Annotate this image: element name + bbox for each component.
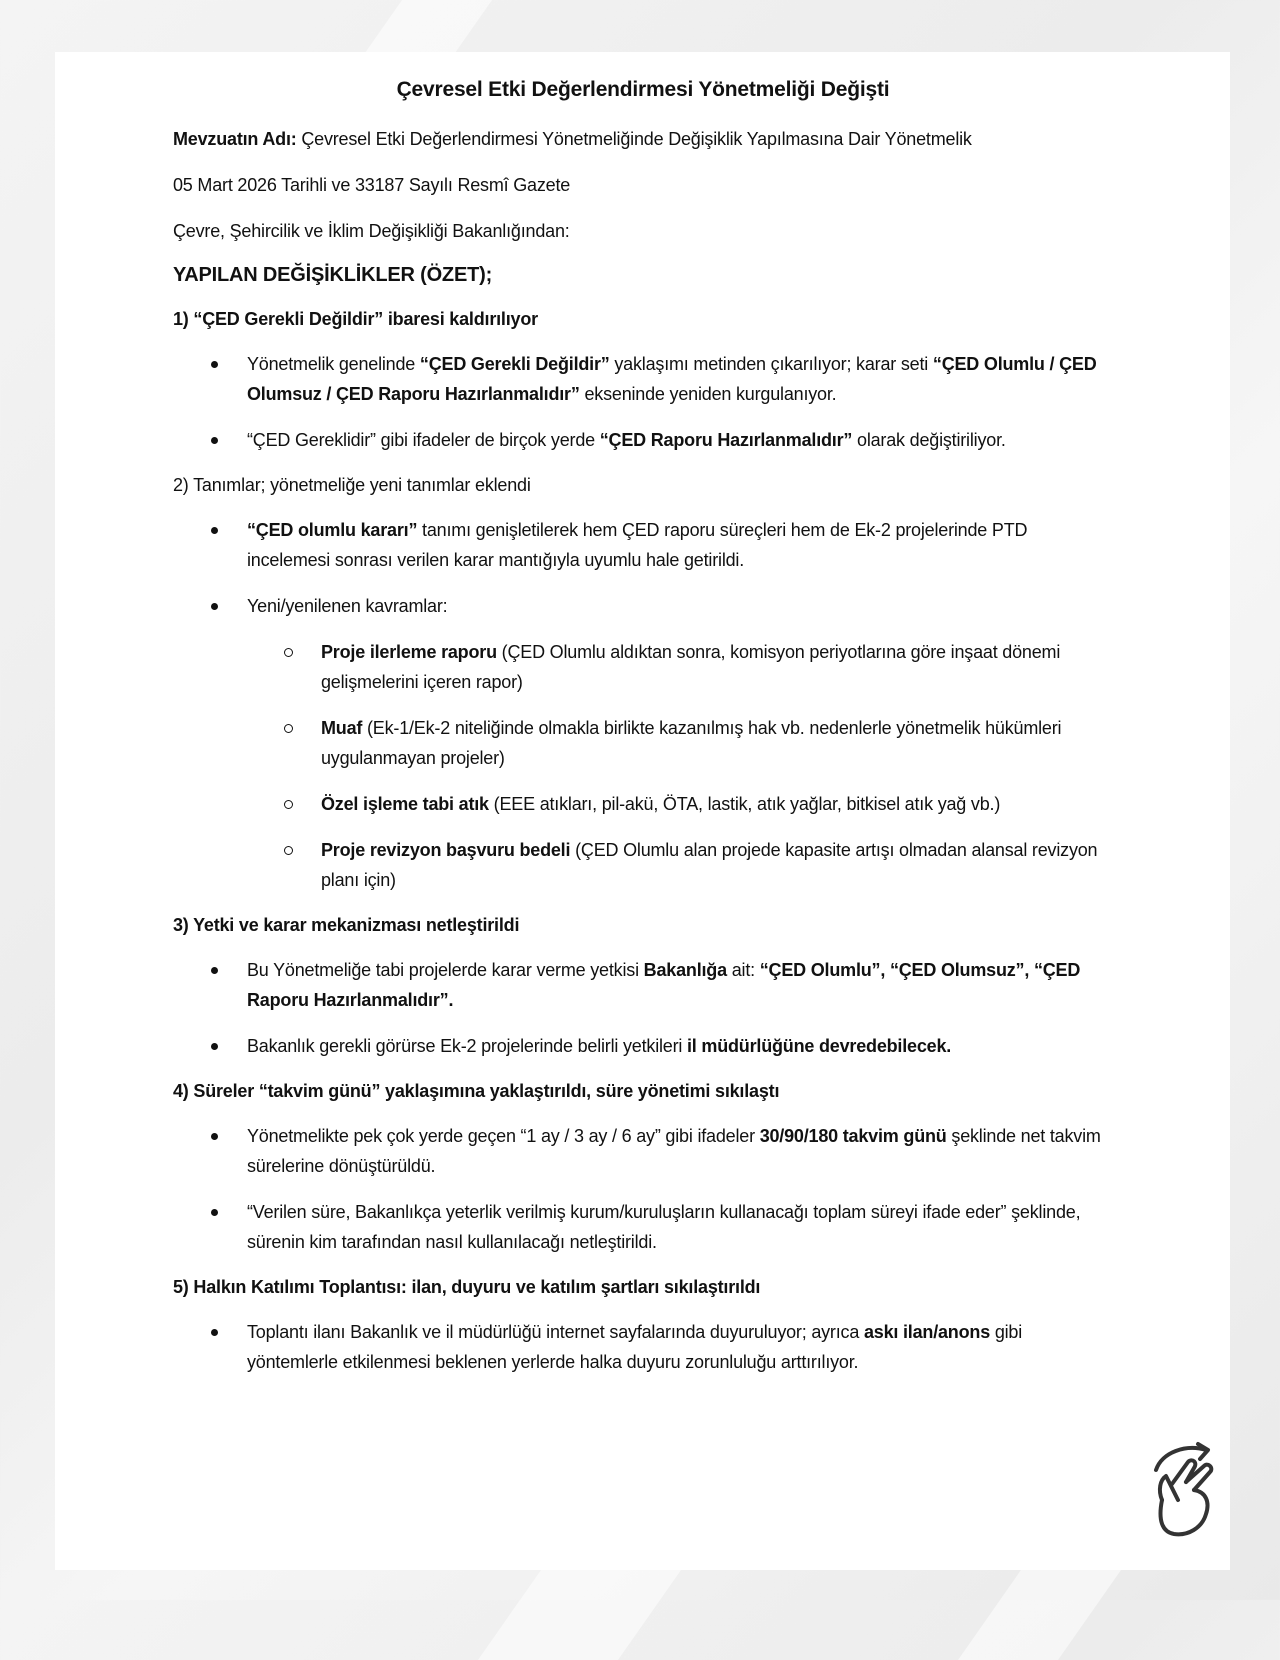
bold-text: 30/90/180 takvim günü: [759, 1126, 947, 1146]
bold-text: askı ilan/anons: [863, 1322, 991, 1342]
bullet-icon: [211, 603, 218, 610]
sections: [173, 305, 1113, 1377]
list-item: [173, 1317, 1113, 1377]
list-item: [173, 1031, 1113, 1061]
bullet-icon: [211, 527, 218, 534]
text: (ÇED Olumlu alan projede kapasite artışı olmadan alansal revizyon planı için): [321, 840, 1098, 890]
meta-line: [173, 124, 1113, 154]
sub-list-item: [247, 713, 1113, 773]
bullet-list: [173, 515, 1113, 895]
text: yaklaşımı metinden çıkarılıyor; karar seti: [609, 354, 933, 374]
text: tanımı genişletilerek hem ÇED raporu süreçleri hem de Ek-2 projelerinde PTD incelemesi sonrası verilen karar mantığıyla uyumlu hale getirildi.: [247, 520, 1028, 570]
text: (ÇED Olumlu aldıktan sonra, komisyon periyotlarına göre inşaat dönemi gelişmelerini içeren rapor): [321, 642, 1061, 692]
list-item: [173, 591, 1113, 895]
text: Yönetmelikte pek çok yerde geçen “1 ay / 3 ay / 6 ay” gibi ifadeler: [247, 1126, 760, 1146]
text: 05 Mart 2026 Tarihli ve 33187 Sayılı Resmî Gazete: [173, 175, 571, 195]
document-meta: [173, 124, 1113, 246]
bullet-icon: [211, 1043, 218, 1050]
bullet-list: [173, 1121, 1113, 1257]
sub-list-item: [247, 789, 1113, 819]
bullet-icon: [211, 1133, 218, 1140]
text: (Ek-1/Ek-2 niteliğinde olmakla birlikte kazanılmış hak vb. nedenlerle yönetmelik hükümleri uygulanmayan projeler): [321, 718, 1062, 768]
text: Yeni/yenilenen kavramlar:: [247, 596, 448, 616]
list-item: [173, 349, 1113, 409]
list-item: [173, 425, 1113, 455]
circle-bullet-icon: [284, 800, 293, 809]
text: gibi yöntemlerle etkilenmesi beklenen yerlerde halka duyuru zorunluluğu arttırılıyor.: [247, 1322, 1023, 1372]
list-item: [173, 1197, 1113, 1257]
bold-text: “ÇED Olumlu”, “ÇED Olumsuz”, “ÇED Raporu Hazırlanmalıdır”.: [247, 960, 1081, 1010]
bold-text: Muaf: [321, 718, 363, 738]
bullet-icon: [211, 437, 218, 444]
bold-text: “ÇED Gerekli Değildir”: [419, 354, 610, 374]
text: “ÇED Gereklidir” gibi ifadeler de birçok yerde: [247, 430, 600, 450]
section-heading: 3) Yetki ve karar mekanizması netleştirildi: [173, 915, 520, 935]
circle-bullet-icon: [284, 724, 293, 733]
section-heading: 4) Süreler “takvim günü” yaklaşımına yaklaştırıldı, süre yönetimi sıkılaştı: [173, 1081, 780, 1101]
bullet-icon: [211, 361, 218, 368]
section-heading: 5) Halkın Katılımı Toplantısı: ilan, duyuru ve katılım şartları sıkılaştırıldı: [173, 1277, 761, 1297]
document-page: [55, 52, 1230, 1570]
list-item: [173, 955, 1113, 1015]
bold-text: Mevzuatın Adı:: [173, 129, 297, 149]
document-content: [173, 78, 1113, 1393]
bullet-icon: [211, 967, 218, 974]
sub-list: [247, 637, 1113, 895]
text: ekseninde yeniden kurgulanıyor.: [579, 384, 837, 404]
text: Çevre, Şehircilik ve İklim Değişikliği Bakanlığından:: [173, 221, 570, 241]
text: şeklinde net takvim sürelerine dönüştürüldü.: [247, 1126, 1101, 1176]
bold-text: Proje revizyon başvuru bedeli: [321, 840, 571, 860]
text: olarak değiştiriliyor.: [852, 430, 1006, 450]
bullet-list: [173, 955, 1113, 1061]
bullet-list: [173, 349, 1113, 455]
text: Yönetmelik genelinde: [247, 354, 420, 374]
bold-text: Proje ilerleme raporu: [321, 642, 497, 662]
sub-list-item: [247, 637, 1113, 697]
meta-line: [173, 170, 1113, 200]
text: Toplantı ilanı Bakanlık ve il müdürlüğü internet sayfalarında duyuruluyor; ayrıca: [247, 1322, 864, 1342]
sub-list-item: [247, 835, 1113, 895]
bold-text: “ÇED Raporu Hazırlanmalıdır”: [599, 430, 853, 450]
summary-heading: YAPILAN DEĞİŞİKLİKLER (ÖZET);: [173, 264, 493, 286]
bullet-icon: [211, 1209, 218, 1216]
section-heading: 1) “ÇED Gerekli Değildir” ibaresi kaldırılıyor: [173, 309, 538, 329]
circle-bullet-icon: [284, 846, 293, 855]
circle-bullet-icon: [284, 648, 293, 657]
list-item: [173, 515, 1113, 575]
text: (EEE atıkları, pil-akü, ÖTA, lastik, atık yağlar, bitkisel atık yağ vb.): [488, 794, 1001, 814]
bold-text: “ÇED Olumlu / ÇED Olumsuz / ÇED Raporu Hazırlanmalıdır”: [247, 354, 1097, 404]
bold-text: Özel işleme tabi atık: [321, 794, 489, 814]
text: Bakanlık gerekli görürse Ek-2 projelerinde belirli yetkileri: [247, 1036, 687, 1056]
swipe-hand-icon: [1148, 1440, 1220, 1540]
text: Bu Yönetmeliğe tabi projelerde karar verme yetkisi: [247, 960, 644, 980]
bold-text: “ÇED olumlu kararı”: [247, 520, 418, 540]
text: “Verilen süre, Bakanlıkça yeterlik verilmiş kurum/kuruluşların kullanacağı toplam süreyi ifade eder” şeklinde, sürenin kim tarafından nasıl kullanılacağı netleştirildi.: [247, 1202, 1081, 1252]
text: ait:: [726, 960, 760, 980]
section-heading: 2) Tanımlar; yönetmeliğe yeni tanımlar eklendi: [173, 475, 531, 495]
bullet-icon: [211, 1329, 218, 1336]
list-item: [173, 1121, 1113, 1181]
bold-text: Bakanlığa: [643, 960, 727, 980]
bold-text: il müdürlüğüne devredebilecek.: [687, 1036, 952, 1056]
meta-line: [173, 216, 1113, 246]
bullet-list: [173, 1317, 1113, 1377]
document-title: Çevresel Etki Değerlendirmesi Yönetmeliği Değişti: [396, 78, 890, 101]
text: Çevresel Etki Değerlendirmesi Yönetmeliğinde Değişiklik Yapılmasına Dair Yönetmelik: [296, 129, 972, 149]
